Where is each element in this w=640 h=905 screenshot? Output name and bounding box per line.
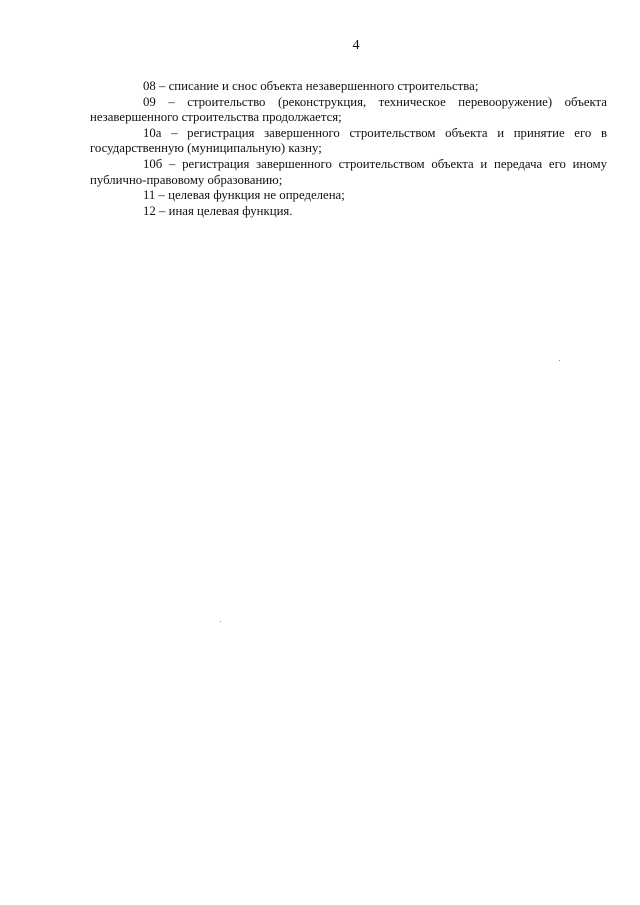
list-item: 08 – списание и снос объекта незавершенного строительства; xyxy=(143,79,479,93)
list-item: 09 – строительство (реконструкция, техническое перевооружение) объекта незавершенного строительства продолжается; xyxy=(90,94,607,125)
list-item: 10а – регистрация завершенного строительством объекта и принятие его в государственную (муниципальную) казну; xyxy=(90,125,607,156)
scan-speck xyxy=(220,621,221,622)
document-body xyxy=(90,79,607,219)
list-item: 12 – иная целевая функция. xyxy=(143,203,293,218)
list-item: 11 – целевая функция не определена; xyxy=(143,188,345,203)
list-item: 10б – регистрация завершенного строительством объекта и передача его иному публично-правовому образованию; xyxy=(90,156,607,187)
page-number: 4 xyxy=(352,38,360,53)
scan-speck xyxy=(559,360,560,361)
